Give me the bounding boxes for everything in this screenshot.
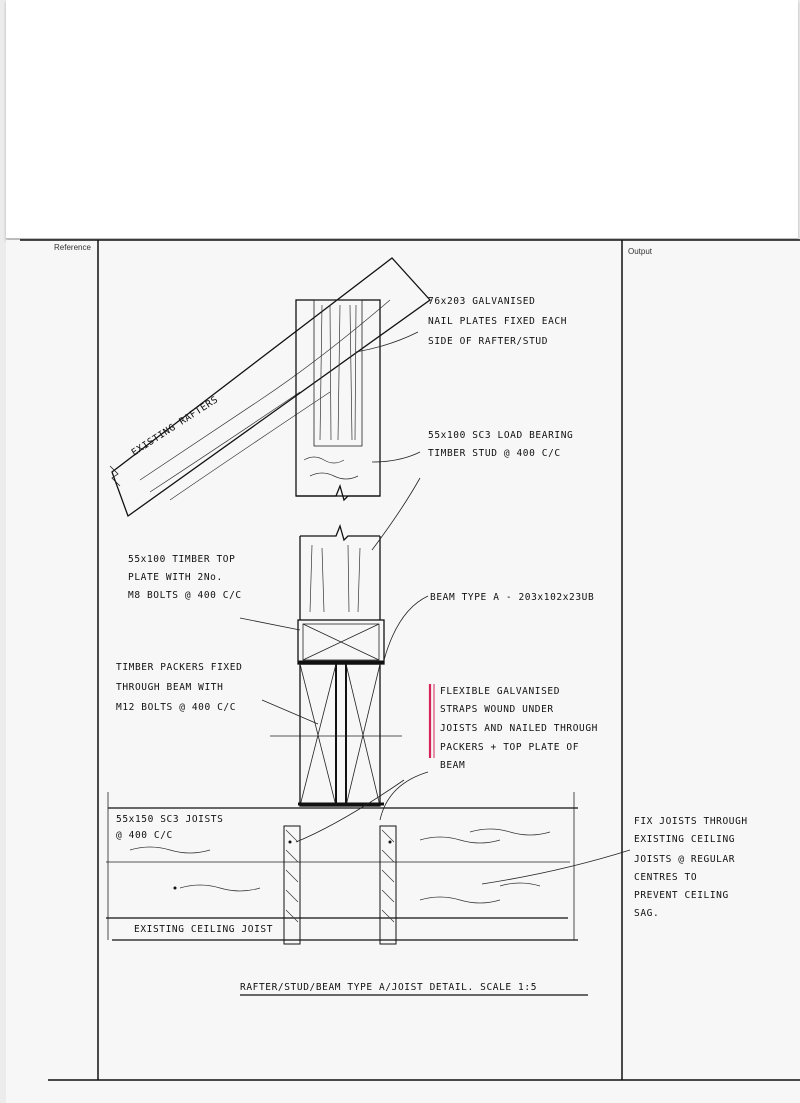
packers-line-2: THROUGH BEAM WITH	[116, 682, 224, 693]
timber-stud-lower	[300, 526, 380, 620]
joists-note	[116, 814, 223, 841]
packers-line-1: TIMBER PACKERS FIXED	[116, 662, 243, 673]
fix-joists-line-3: JOISTS @ REGULAR	[634, 854, 736, 865]
fix-joists-note	[634, 816, 748, 919]
top-plate-line-1: 55x100 TIMBER TOP	[128, 554, 236, 565]
nail-plates-line-1: 76x203 GALVANISED	[428, 296, 536, 307]
fix-joists-line-6: SAG.	[634, 908, 660, 919]
straps-line-4: PACKERS + TOP PLATE OF	[440, 742, 580, 753]
top-plate-line-2: PLATE WITH 2No.	[128, 572, 223, 583]
fix-joists-line-1: FIX JOISTS THROUGH	[634, 816, 748, 827]
stud-note	[428, 430, 573, 459]
packers-line-3: M12 BOLTS @ 400 C/C	[116, 702, 237, 713]
existing-ceiling-note: EXISTING CEILING JOIST	[134, 924, 274, 935]
top-plate-line-3: M8 BOLTS @ 400 C/C	[128, 590, 242, 601]
rafter-label: EXISTING RAFTERS	[129, 394, 221, 459]
top-plate-note	[128, 554, 242, 601]
reference-column-label: Reference	[54, 243, 91, 252]
straps-line-5: BEAM	[440, 760, 466, 771]
straps-note	[440, 686, 598, 771]
joists-line-2: @ 400 C/C	[116, 830, 173, 841]
straps-line-3: JOISTS AND NAILED THROUGH	[440, 723, 598, 734]
fix-joists-line-5: PREVENT CEILING	[634, 890, 729, 901]
stud-line-1: 55x100 SC3 LOAD BEARING	[428, 430, 574, 441]
beam-note: BEAM TYPE A - 203x102x23UB	[430, 592, 595, 603]
output-column-label: Output	[628, 247, 653, 256]
nail-plates-line-3: SIDE OF RAFTER/STUD	[428, 336, 549, 347]
drawing-title: RAFTER/STUD/BEAM TYPE A/JOIST DETAIL. SCALE 1:5	[240, 982, 538, 993]
timber-stud-upper	[296, 300, 380, 500]
straps-line-2: STRAPS WOUND UNDER	[440, 704, 554, 715]
stud-line-2: TIMBER STUD @ 400 C/C	[428, 448, 561, 459]
joists-line-1: 55x150 SC3 JOISTS	[116, 814, 224, 825]
fix-joists-line-4: CENTRES TO	[634, 872, 698, 883]
existing-rafter	[110, 258, 430, 516]
nail-plates-note	[428, 296, 567, 347]
packers-note	[116, 662, 242, 713]
fix-joists-line-2: EXISTING CEILING	[634, 834, 736, 845]
sheet-frame	[20, 240, 800, 1080]
straps-line-1: FLEXIBLE GALVANISED	[440, 686, 561, 697]
nail-plates-line-2: NAIL PLATES FIXED EACH	[428, 316, 568, 327]
beam-type-a	[270, 620, 402, 806]
